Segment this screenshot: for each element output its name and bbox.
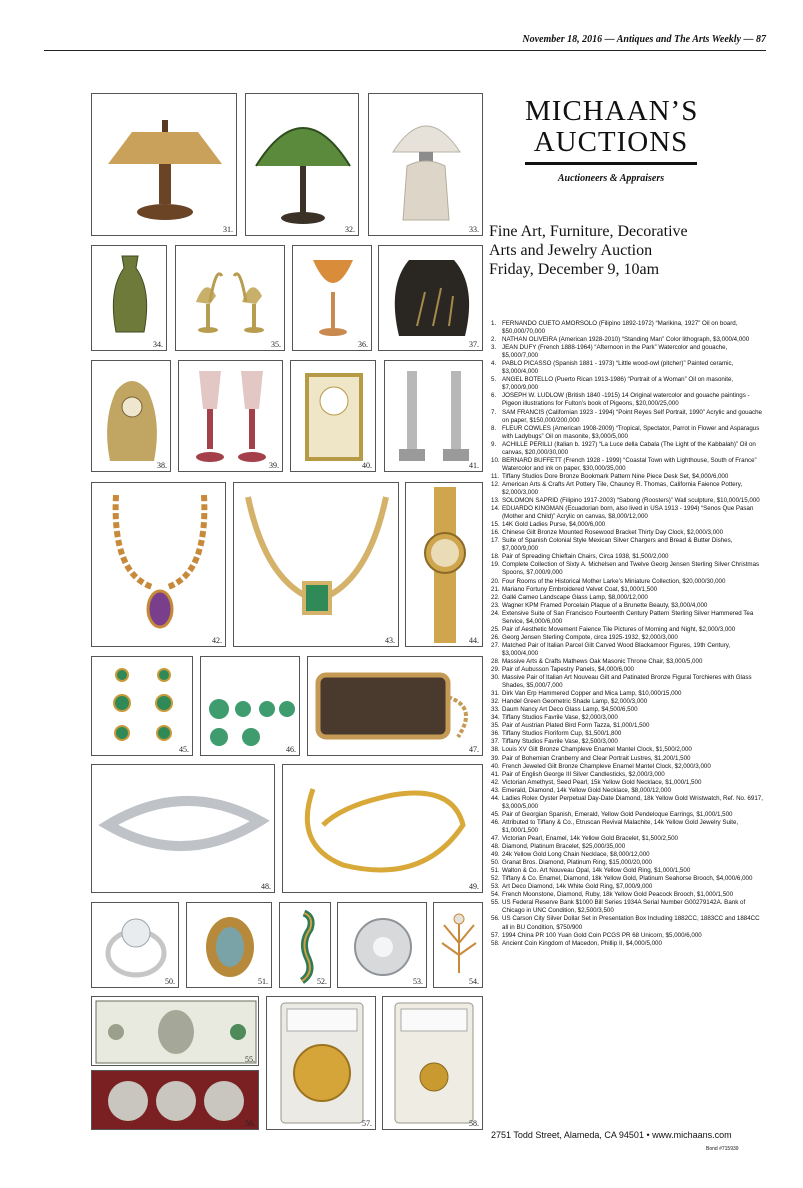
lot-description: Pair of Bohemian Cranberry and Clear Portrait Lustres, $1,200/1,500 [502, 754, 691, 762]
logo-tagline: Auctioneers & Appraisers [557, 173, 665, 184]
lot-item [491, 425, 763, 441]
lot-description: Daum Nancy Art Deco Glass Lamp, $4,500/6,500 [502, 706, 638, 714]
lot-number: 34. [491, 714, 500, 722]
photo-number: 36. [358, 340, 368, 349]
diamond-ring-illustration [92, 903, 179, 988]
lot-description: ANGEL BOTELLO (Puerto Rican 1913-1986) “Portrait of a Woman” Oil on masonite, $7,000/9,000 [502, 376, 734, 392]
lot-description: Four Rooms of the Historical Mother Larke’s Miniature Collection, $20,000/30,000 [502, 577, 726, 585]
amethyst-necklace-illustration [92, 483, 226, 647]
lot-description: FLEUR COWLES (American 1908-2009) “Tropical, Spectator, Parrot in Flower and Asparagus with Ladybugs” Oil on masonite, $3,000/5,000 [502, 424, 760, 440]
lot-item [491, 851, 763, 859]
headline-line-2: Arts and Jewelry Auction [489, 242, 653, 259]
lot-number: 33. [491, 706, 500, 714]
photo-number: 47. [469, 745, 479, 754]
lot-number: 51. [491, 867, 500, 875]
lot-description: French Jeweled Gilt Bronze Champleve Enamel Mantel Clock, $2,000/3,000 [502, 762, 711, 770]
lot-number: 5. [491, 376, 497, 384]
lot-item [491, 336, 763, 344]
photo-number: 34. [153, 340, 163, 349]
lot-description: Matched Pair of Italian Parcel Gilt Carved Wood Blackamoor Figures, 19th Century, $3,000/4,000 [502, 641, 731, 657]
lot-item [491, 706, 763, 714]
lot-item [491, 891, 763, 899]
lot-description: Victorian Amethyst, Seed Pearl, 15k Yellow Gold Necklace, $1,000/1,500 [502, 778, 702, 786]
lot-number: 28. [491, 657, 500, 665]
slabbed-coin-illustration [267, 997, 376, 1130]
lot-number: 12. [491, 480, 500, 488]
lot-item [491, 674, 763, 690]
photo-lot-32-green-shade-lamp[interactable] [245, 93, 359, 236]
lot-number: 50. [491, 859, 500, 867]
footer-address: 2751 Todd Street, Alameda, CA 94501 • www.michaans.com [491, 1130, 732, 1140]
lot-number: 38. [491, 746, 500, 754]
lot-number: 2. [491, 336, 497, 344]
photo-lot-53-art-deco-ring[interactable] [337, 902, 427, 988]
lot-item [491, 409, 763, 425]
lot-number: 3. [491, 344, 497, 352]
lot-description: FERNANDO CUETO AMORSOLO (Filipino 1892-1972) “Marikina, 1927” Oil on board, $50,000/70,000 [502, 320, 738, 336]
page-header [44, 34, 766, 51]
lot-number: 7. [491, 408, 497, 416]
lot-description: Complete Collection of Sixty A. Michelsen and Twelve Georg Jensen Sterling Silver Christmas Spoons, $7,000/9,000 [502, 561, 760, 577]
lot-number: 24. [491, 609, 500, 617]
photo-lot-33-glass-lamp[interactable] [368, 93, 483, 236]
lot-item [491, 843, 763, 851]
photo-lot-37-favrile-vase[interactable] [378, 245, 483, 351]
lot-item [491, 481, 763, 497]
photo-lot-55-1000-dollar-bill[interactable] [91, 996, 259, 1066]
lot-item [491, 586, 763, 594]
lot-item [491, 859, 763, 867]
lot-description: Pair of Georgian Spanish, Emerald, Yellow Gold Pendeloque Earrings, $1,000/1,500 [502, 810, 733, 818]
lot-description: US Carson City Silver Dollar Set in Presentation Box Including 1882CC, 1883CC and 1884CC all in BU Condition, $750/900 [502, 915, 760, 931]
lot-description: 24k Yellow Gold Long Chain Necklace, $8,000/12,000 [502, 851, 650, 859]
lot-number: 48. [491, 843, 500, 851]
photo-number: 54. [469, 977, 479, 986]
french-clock-illustration [291, 361, 376, 472]
photo-lot-57-china-gold-coin[interactable] [266, 996, 376, 1130]
lot-number: 17. [491, 537, 500, 545]
photo-number: 58. [469, 1119, 479, 1128]
diamond-bracelet-illustration [92, 765, 275, 893]
photo-lot-38-mantel-clock[interactable] [91, 360, 171, 472]
lot-item [491, 875, 763, 883]
lot-number: 29. [491, 666, 500, 674]
lot-description: Chinese Gilt Bronze Mounted Rosewood Bracket Thirty Day Clock, $2,000/3,000 [502, 529, 724, 537]
photo-lot-48-diamond-bracelet[interactable] [91, 764, 275, 893]
lot-description: Attributed to Tiffany & Co., Etruscan Revival Malachite, 14k Yellow Gold Jewelry Suite, $1,000/1,500 [502, 818, 739, 834]
photo-lot-56-silver-dollar-set[interactable] [91, 1070, 259, 1130]
lot-number: 4. [491, 360, 497, 368]
photo-number: 56. [245, 1119, 255, 1128]
photo-lot-58-macedon-coin[interactable] [382, 996, 483, 1130]
seahorse-illustration [280, 903, 331, 988]
lot-item [491, 473, 763, 481]
photo-number: 32. [345, 225, 355, 234]
michaans-logo [525, 96, 697, 196]
lot-item [491, 594, 763, 602]
lot-number: 10. [491, 456, 500, 464]
photo-number: 49. [469, 882, 479, 891]
photo-lot-36-floriform-cup[interactable] [292, 245, 372, 351]
lot-number: 8. [491, 424, 497, 432]
lot-description: Louis XV Gilt Bronze Champleve Enamel Mantel Clock, $1,500/2,000 [502, 746, 692, 754]
lot-number: 30. [491, 674, 500, 682]
photo-number: 50. [165, 977, 175, 986]
silver-dollars-illustration [92, 1071, 259, 1130]
lot-description: Tiffany & Co. Enamel, Diamond, 18k Yellow Gold, Platinum Seahorse Brooch, $4,000/6,000 [502, 875, 753, 883]
banknote-illustration [92, 997, 259, 1066]
lot-number: 31. [491, 690, 500, 698]
lot-description: ACHILLE PERILLI (Italian b. 1927) “La Luce della Cabala (The Light of the Kabbalah)” Oil on canvas, $20,000/30,000 [502, 440, 756, 456]
lot-item [491, 642, 763, 658]
lot-item [491, 722, 763, 730]
lot-description: SAM FRANCIS (Californian 1923 - 1994) “Point Reyes Self Portrait, 1990” Acrylic and gouache on paper, $150,000/200,000 [502, 408, 762, 424]
lot-item [491, 666, 763, 674]
lot-number: 43. [491, 786, 500, 794]
lot-item [491, 795, 763, 811]
photo-number: 37. [469, 340, 479, 349]
lot-item [491, 602, 763, 610]
photo-number: 48. [261, 882, 271, 891]
lot-number: 20. [491, 577, 500, 585]
lot-description: SOLOMON SAPRID (Filipino 1917-2003) “Sabong (Roosters)” Wall sculpture, $10,000/15,000 [502, 497, 760, 505]
ancient-coin-illustration [383, 997, 483, 1130]
photo-number: 42. [212, 636, 222, 645]
photo-number: 40. [362, 461, 372, 470]
lot-number: 53. [491, 883, 500, 891]
lot-item [491, 771, 763, 779]
logo-line-2: AUCTIONS [533, 126, 689, 158]
lot-number: 22. [491, 593, 500, 601]
lot-item [491, 899, 763, 915]
lot-item [491, 521, 763, 529]
lot-item [491, 746, 763, 754]
candlesticks-illustration [385, 361, 483, 472]
lot-description: Handel Green Geometric Shade Lamp, $2,000/3,000 [502, 698, 648, 706]
lot-number: 44. [491, 794, 500, 802]
lot-number: 46. [491, 818, 500, 826]
lot-description: Tiffany Studios Favrile Vase, $2,500/3,000 [502, 738, 618, 746]
lot-item [491, 763, 763, 771]
lot-description: JEAN DUFY (French 1888-1964) “Afternoon in the Park” Watercolor and gouache, $5,000/7,000 [502, 344, 728, 360]
lot-number: 45. [491, 810, 500, 818]
lot-description: BERNARD BUFFETT (French 1928 - 1999) “Coastal Town with Lighthouse, South of France” Watercolor and ink on paper, $30,000/35,000 [502, 456, 757, 472]
photo-lot-44-rolex-watch[interactable] [405, 482, 483, 647]
lot-description: Granat Bros. Diamond, Platinum Ring, $15,000/20,000 [502, 859, 652, 867]
lot-description: US Federal Reserve Bank $1000 Bill Series 1934A Serial Number G00279142A. Bank of Chicago in UNC Condition, $2,500/3,500 [502, 899, 746, 915]
lot-number: 16. [491, 529, 500, 537]
photo-number: 52. [317, 977, 327, 986]
lot-number: 49. [491, 851, 500, 859]
lot-description: Extensive Suite of San Francisco Fourteenth Century Pattern Sterling Silver Hammered Tea Service, $4,000/6,000 [502, 609, 754, 625]
photo-number: 39. [269, 461, 279, 470]
lot-description: Emerald, Diamond, 14k Yellow Gold Necklace, $8,000/12,000 [502, 786, 671, 794]
lot-description: 1994 China PR 100 Yuan Gold Coin PCGS PR 68 Unicorn, $5,000/6,000 [502, 931, 702, 939]
lustres-illustration [179, 361, 283, 472]
lot-item [491, 915, 763, 931]
lot-number: 27. [491, 641, 500, 649]
lot-description: French Moonstone, Diamond, Ruby, 18k Yellow Gold Peacock Brooch, $1,000/1,500 [502, 891, 734, 899]
lot-item [491, 441, 763, 457]
lot-number: 37. [491, 738, 500, 746]
photo-lot-39-portrait-lustres[interactable] [178, 360, 283, 472]
bird-tazza-illustration [176, 246, 285, 351]
photo-number: 38. [157, 461, 167, 470]
lot-item [491, 320, 763, 336]
lot-description: Dirk Van Erp Hammered Copper and Mica Lamp, $10,000/15,000 [502, 690, 682, 698]
black-vase-illustration [379, 246, 483, 351]
lot-description: Tiffany Studios Dore Bronze Bookmark Pattern Nine Piece Desk Set, $4,000/6,000 [502, 472, 729, 480]
art-deco-ring-illustration [338, 903, 427, 988]
photo-number: 35. [271, 340, 281, 349]
photo-lot-31-copper-mica-lamp[interactable] [91, 93, 237, 236]
opal-ring-illustration [187, 903, 272, 988]
lot-number: 54. [491, 891, 500, 899]
lot-number: 55. [491, 899, 500, 907]
lot-item [491, 730, 763, 738]
photo-number: 45. [179, 745, 189, 754]
lot-item [491, 360, 763, 376]
lot-number: 52. [491, 875, 500, 883]
lot-item [491, 610, 763, 626]
lot-description: Wagner KPM Framed Porcelain Plaque of a Brunette Beauty, $3,000/4,000 [502, 601, 708, 609]
lot-number: 15. [491, 521, 500, 529]
lot-number: 56. [491, 915, 500, 923]
lot-number: 11. [491, 472, 500, 480]
lot-number: 57. [491, 931, 500, 939]
lot-number: 47. [491, 835, 500, 842]
earrings-illustration [92, 657, 193, 756]
lot-description: Mariano Fortuny Embroidered Velvet Coat, $1,000/1,500 [502, 585, 658, 593]
photo-lot-34-favrile-vase[interactable] [91, 245, 167, 351]
lot-description: Walton & Co. Art Nouveau Opal, 14k Yellow Gold Ring, $1,000/1,500 [502, 867, 691, 875]
lot-number: 9. [491, 440, 497, 448]
lot-description: Pair of Austrian Plated Bird Form Tazza, $1,000/1,500 [502, 722, 650, 730]
photo-lot-41-silver-candlesticks[interactable] [384, 360, 483, 472]
lot-item [491, 537, 763, 553]
lot-description: Pair of Spreading Chieftain Chairs, Circa 1938, $1,500/2,000 [502, 553, 669, 561]
photo-number: 41. [469, 461, 479, 470]
photo-number: 31. [223, 225, 233, 234]
lot-description: 14K Gold Ladies Purse, $4,000/6,000 [502, 521, 606, 529]
gold-chain-illustration [283, 765, 483, 893]
lot-item [491, 932, 763, 940]
watch-illustration [406, 483, 483, 647]
lot-description: Gallé Cameo Landscape Glass Lamp, $8,000/12,000 [502, 593, 648, 601]
lot-item [491, 787, 763, 795]
lot-item [491, 626, 763, 634]
lot-item [491, 344, 763, 360]
photo-number: 57. [362, 1119, 372, 1128]
lot-description: Massive Arts & Crafts Mathews Oak Masonic Throne Chair, $3,000/5,000 [502, 657, 703, 665]
lot-number: 18. [491, 553, 500, 561]
lot-description: Ancient Coin Kingdom of Macedon, Phillip II, $4,000/5,000 [502, 939, 662, 947]
lot-item [491, 940, 763, 948]
lot-number: 14. [491, 505, 500, 513]
clock-illustration [92, 361, 171, 472]
lot-description: American Arts & Crafts Art Pottery Tile, Chauncy R. Thomas, California Faience Pottery, $2,000/3,000 [502, 480, 743, 496]
lot-number: 13. [491, 497, 500, 505]
lot-item [491, 392, 763, 408]
lot-description: Victorian Pearl, Enamel, 14k Yellow Gold Bracelet, $1,500/2,500 [502, 835, 678, 842]
photo-lot-49-gold-chain[interactable] [282, 764, 483, 893]
logo-line-1: MICHAAN’S [525, 95, 699, 127]
lot-item [491, 867, 763, 875]
green-lamp-illustration [246, 94, 359, 236]
lot-number: 6. [491, 392, 497, 400]
lot-item [491, 698, 763, 706]
lot-description: Ladies Rolex Oyster Perpetual Day-Date Diamond, 18k Yellow Gold Wristwatch, Ref. No. 6917, $3,000/5,000 [502, 794, 763, 810]
lot-description: JOSEPH W. LUDLOW (British 1840 -1915) 14 Original watercolor and gouache paintings - Pigeon illustrations for Fulton’s book of Pigeons, $20,000/25,000 [502, 392, 750, 408]
headline-line-3: Friday, December 9, 10am [489, 261, 660, 278]
lot-item [491, 529, 763, 537]
lot-number: 25. [491, 625, 500, 633]
peacock-brooch-illustration [434, 903, 483, 988]
photo-lot-35-bird-tazza[interactable] [175, 245, 285, 351]
photo-lot-50-diamond-ring[interactable] [91, 902, 179, 988]
lot-description: EDUARDO KINGMAN (Ecuadorian born, also lived in USA 1913 - 1994) “Senos Que Pasan (Mother and Child)” Acrylic on canvas, $8,000/12,000 [502, 505, 754, 521]
lot-item [491, 811, 763, 819]
bracelet-illustration [308, 657, 483, 756]
bond-number: Bond #715939 [706, 1146, 739, 1152]
photo-number: 55. [245, 1055, 255, 1064]
vase-illustration [92, 246, 167, 351]
lot-item [491, 505, 763, 521]
lot-item [491, 497, 763, 505]
lot-item [491, 690, 763, 698]
lot-item [491, 561, 763, 577]
lot-number: 40. [491, 762, 500, 770]
lot-item [491, 738, 763, 746]
lot-list [491, 320, 763, 948]
emerald-necklace-illustration [234, 483, 399, 647]
lot-number: 19. [491, 561, 500, 569]
photo-number: 33. [469, 225, 479, 234]
copper-lamp-illustration [92, 94, 237, 236]
lot-description: Tiffany Studios Floriform Cup, $1,500/1,800 [502, 730, 622, 738]
photo-lot-52-seahorse-brooch[interactable] [279, 902, 331, 988]
lot-description: NATHAN OLIVEIRA (American 1928-2010) “Standing Man” Color lithograph, $3,000/4,000 [502, 336, 750, 344]
lot-description: Pair of English George III Silver Candlesticks, $2,000/3,000 [502, 770, 665, 778]
lot-item [491, 658, 763, 666]
lot-number: 23. [491, 601, 500, 609]
floriform-cup-illustration [293, 246, 372, 351]
lot-item [491, 376, 763, 392]
photo-lot-42-amethyst-necklace[interactable] [91, 482, 226, 647]
lot-description: PABLO PICASSO (Spanish 1881 - 1973) “Little wood-owl (pitcher)” Painted ceramic, $3,000/4,000 [502, 360, 734, 376]
lot-number: 21. [491, 585, 500, 593]
lot-number: 58. [491, 939, 500, 947]
photo-lot-51-opal-ring[interactable] [186, 902, 272, 988]
lot-description: Massive Pair of Italian Art Nouveau Gilt and Patinated Bronze Figural Torchieres with Glass Shades, $5,000/7,000 [502, 674, 752, 690]
lot-item [491, 457, 763, 473]
header-text: November 18, 2016 — Antiques and The Arts Weekly — 87 [522, 34, 766, 45]
lot-description: Tiffany Studios Favrile Vase, $2,000/3,000 [502, 714, 618, 722]
photo-number: 44. [469, 636, 479, 645]
photo-number: 53. [413, 977, 423, 986]
photo-lot-54-peacock-brooch[interactable] [433, 902, 483, 988]
lot-description: Art Deco Diamond, 14k White Gold Ring, $7,000/9,000 [502, 883, 653, 891]
lot-number: 36. [491, 730, 500, 738]
glass-lamp-illustration [369, 94, 483, 236]
lot-item [491, 553, 763, 561]
lot-description: Diamond, Platinum Bracelet, $25,000/35,000 [502, 843, 626, 851]
photo-lot-43-emerald-necklace[interactable] [233, 482, 399, 647]
lot-item [491, 714, 763, 722]
lot-number: 1. [491, 320, 497, 327]
photo-lot-40-french-clock[interactable] [290, 360, 376, 472]
auction-headline [489, 222, 769, 279]
lot-number: 39. [491, 754, 500, 762]
lot-item [491, 819, 763, 835]
photo-lot-45-emerald-earrings[interactable] [91, 656, 193, 756]
lot-item [491, 578, 763, 586]
lot-item [491, 755, 763, 763]
photo-number: 51. [258, 977, 268, 986]
lot-item [491, 634, 763, 642]
lot-item [491, 779, 763, 787]
lot-description: Pair of Aesthetic Movement Faience Tile Pictures of Morning and Night, $2,000/3,000 [502, 625, 736, 633]
malachite-illustration [201, 657, 300, 756]
lot-description: Georg Jensen Sterling Compote, circa 1925-1932, $2,000/3,000 [502, 633, 678, 641]
lot-description: Pair of Aubusson Tapestry Panels, $4,000/6,000 [502, 666, 634, 674]
photo-number: 43. [385, 636, 395, 645]
photo-number: 46. [286, 745, 296, 754]
lot-number: 32. [491, 698, 500, 706]
photo-lot-47-victorian-bracelet[interactable] [307, 656, 483, 756]
logo-rule [525, 162, 697, 165]
lot-number: 35. [491, 722, 500, 730]
lot-number: 42. [491, 778, 500, 786]
headline-line-1: Fine Art, Furniture, Decorative [489, 223, 688, 240]
lot-item [491, 835, 763, 843]
lot-number: 26. [491, 633, 500, 641]
lot-description: Suite of Spanish Colonial Style Mexican Silver Chargers and Bread & Butter Dishes, $7,000/9,000 [502, 537, 733, 553]
lot-item [491, 883, 763, 891]
photo-lot-46-malachite-suite[interactable] [200, 656, 300, 756]
lot-number: 41. [491, 770, 500, 778]
